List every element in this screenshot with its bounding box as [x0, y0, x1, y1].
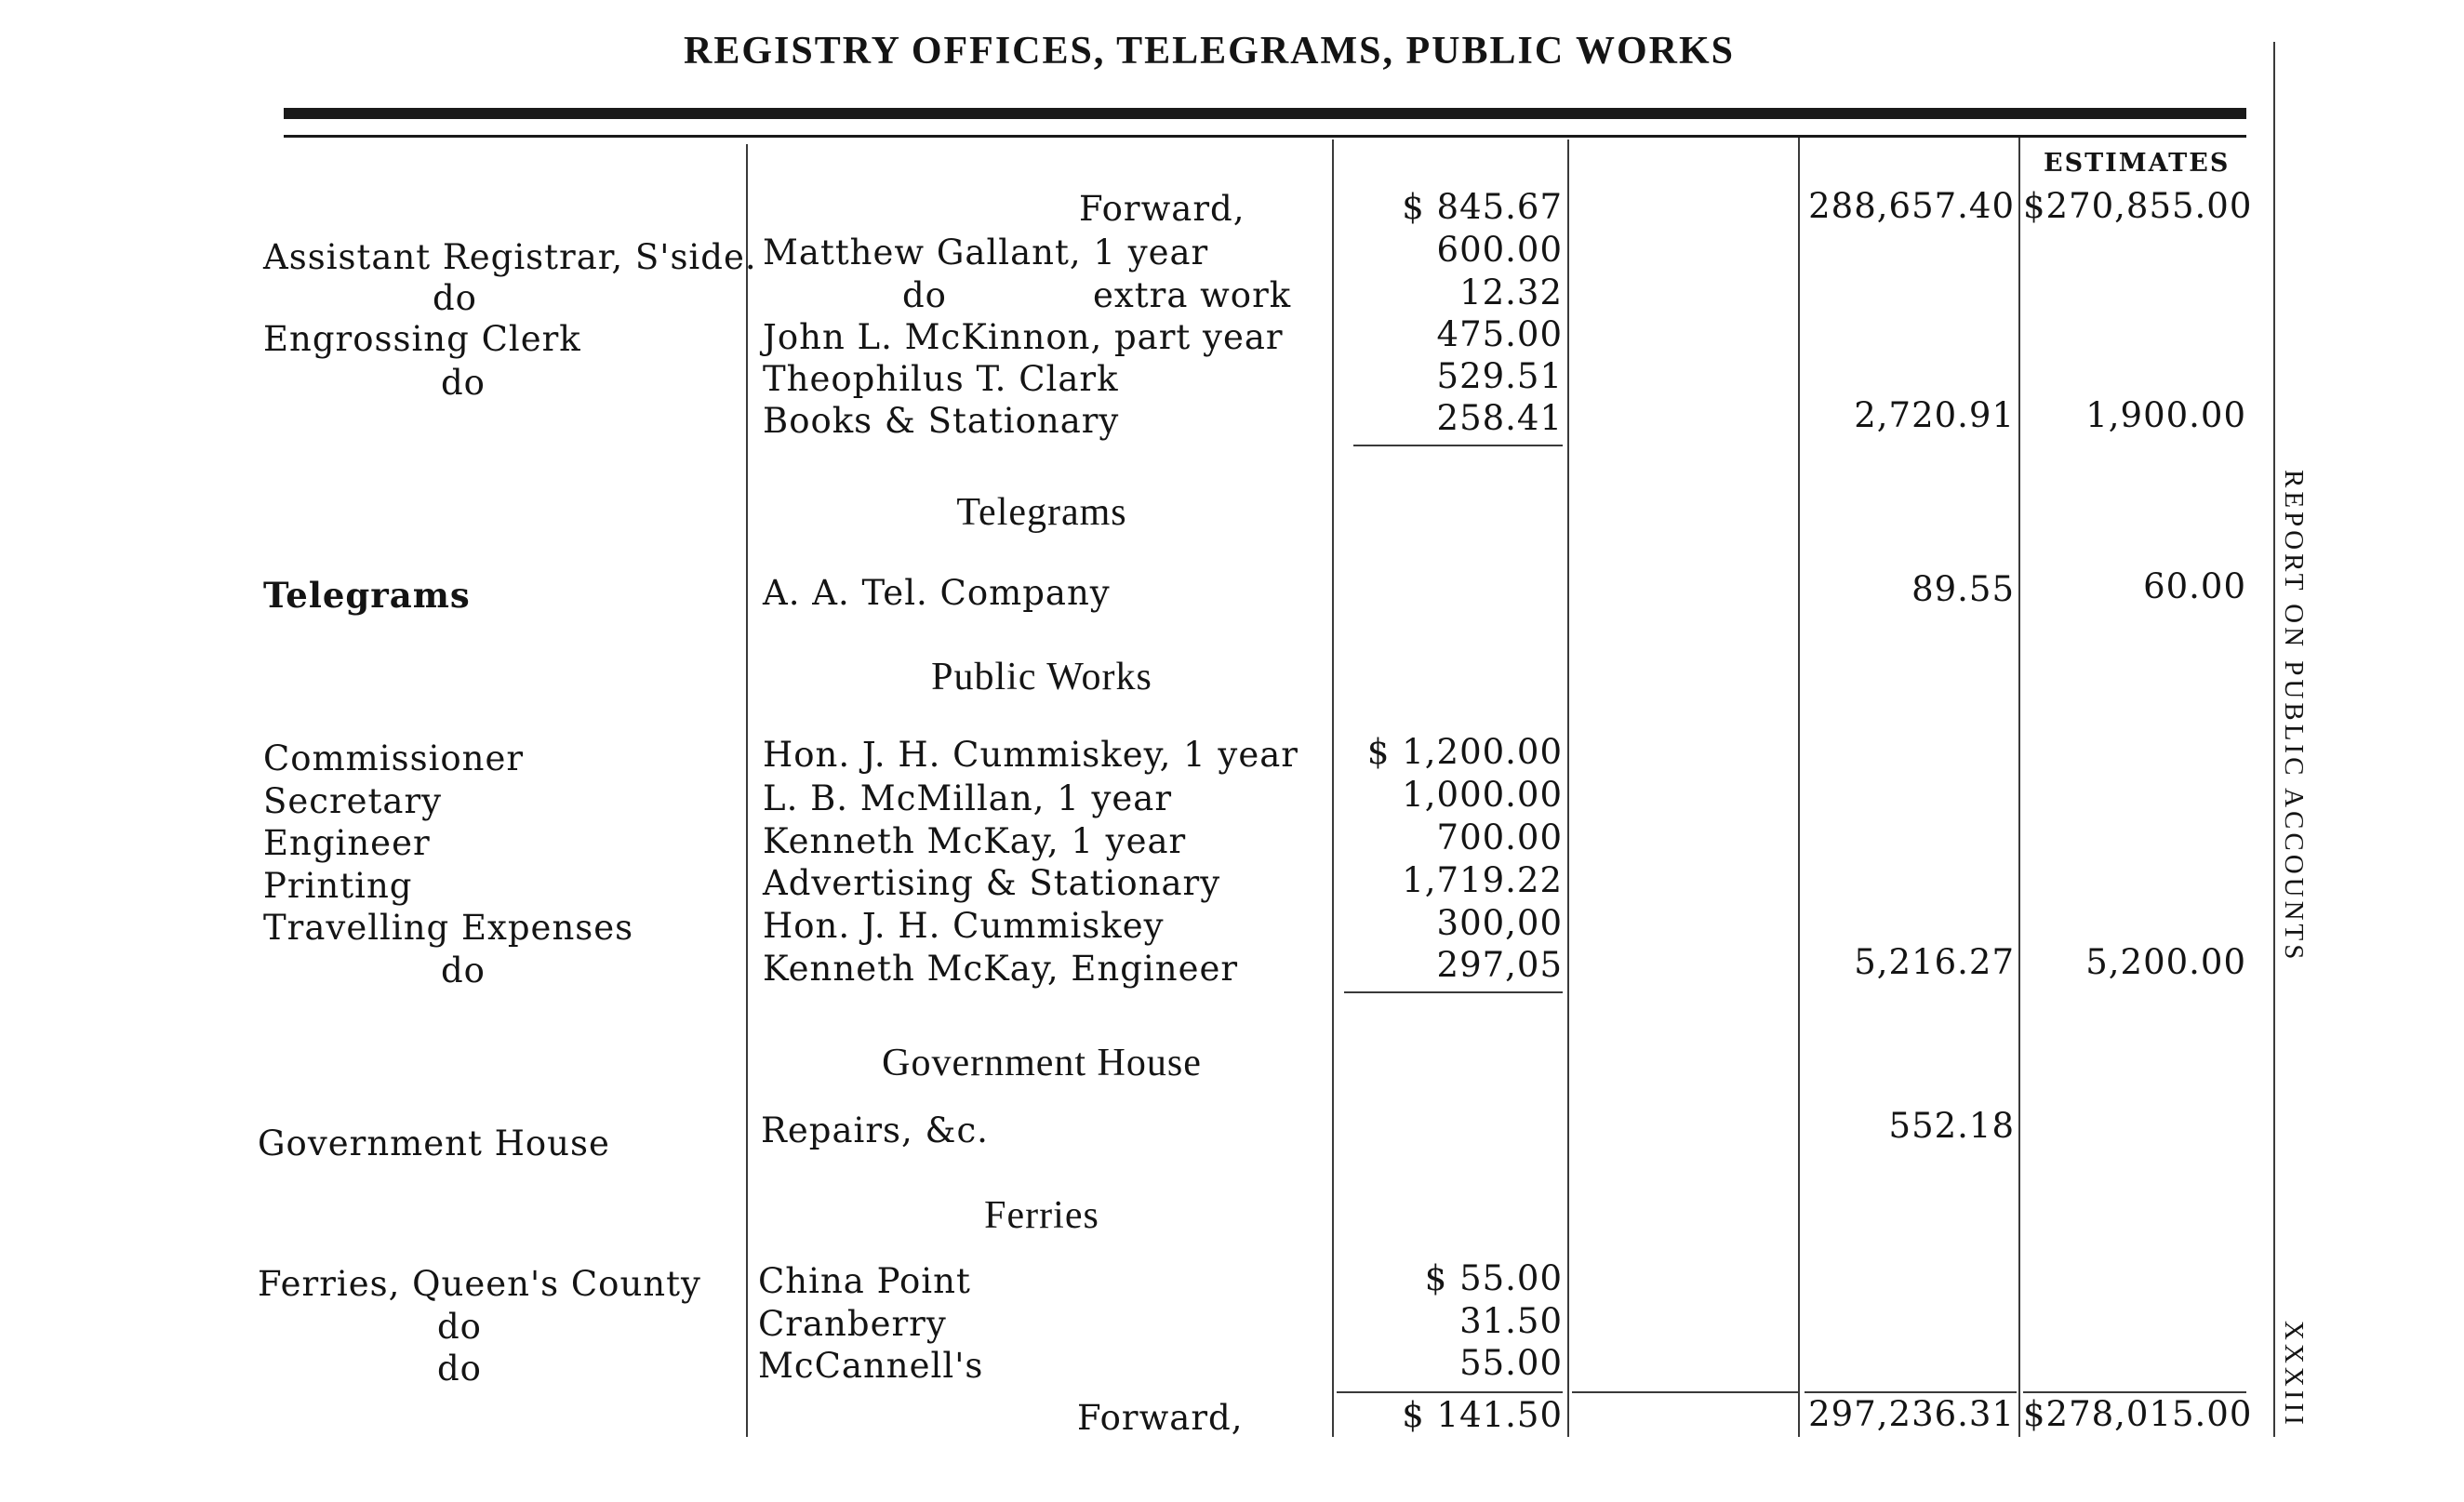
- amount-value: $ 1,200.00: [1366, 732, 1563, 772]
- amount-value: 12.32: [1459, 272, 1563, 312]
- item-label: Commissioner: [263, 738, 525, 778]
- item-label: Ferries, Queen's County: [258, 1264, 701, 1304]
- payee-label: do: [902, 275, 947, 315]
- section-estimate: 1,900.00: [2085, 395, 2246, 435]
- amount-value: 1,000.00: [1402, 775, 1563, 815]
- forward-amount: $ 845.67: [1402, 187, 1563, 227]
- item-label: do: [441, 950, 486, 990]
- item-label: Government House: [258, 1123, 610, 1163]
- amount-value: 529.51: [1436, 356, 1563, 396]
- forward-label: Forward,: [1079, 189, 1245, 229]
- amount-value: 31.50: [1459, 1301, 1563, 1341]
- item-label: Engrossing Clerk: [263, 319, 581, 359]
- forward-total: 288,657.40: [1808, 186, 2015, 226]
- section-total: 89.55: [1911, 569, 2015, 609]
- section-total: 5,216.27: [1854, 942, 2015, 982]
- column-rule-payees: [1332, 140, 1334, 1437]
- column-rule-gap: [1798, 138, 1800, 1437]
- payee-label: Theophilus T. Clark: [763, 359, 1119, 399]
- payee-label: China Point: [758, 1261, 971, 1301]
- section-total: 2,720.91: [1854, 395, 2015, 435]
- payee-label: Repairs, &c.: [761, 1110, 989, 1150]
- amount-value: 297,05: [1436, 945, 1563, 985]
- amount-value: 55.00: [1459, 1343, 1563, 1383]
- forward-rule: [2023, 1391, 2246, 1393]
- column-rule-items: [746, 144, 748, 1437]
- estimates-header: ESTIMATES: [2044, 149, 2231, 178]
- forward-rule: [1572, 1391, 1798, 1393]
- amount-value: 700.00: [1436, 817, 1563, 857]
- payee-label: A. A. Tel. Company: [763, 573, 1111, 613]
- item-label: do: [433, 278, 477, 318]
- page-number: XXXIII: [2279, 1321, 2309, 1429]
- section-heading-ferries: Ferries: [984, 1194, 1099, 1237]
- item-label: do: [437, 1307, 482, 1347]
- subtotal-rule: [1353, 445, 1563, 446]
- column-rule-totals: [2018, 138, 2020, 1437]
- amount-value: 258.41: [1436, 398, 1563, 438]
- section-estimate: 5,200.00: [2085, 942, 2246, 982]
- page-border-line: [2273, 42, 2275, 1437]
- payee-label: Kenneth McKay, 1 year: [763, 821, 1187, 861]
- section-total: 552.18: [1888, 1106, 2015, 1146]
- item-label: Printing: [263, 866, 413, 906]
- payee-label: Matthew Gallant, 1 year: [763, 233, 1209, 272]
- item-label: Assistant Registrar, S'side.: [263, 237, 757, 277]
- forward-label: Forward,: [1077, 1398, 1244, 1438]
- forward-estimate: $278,015.00: [2023, 1394, 2253, 1434]
- page-title: REGISTRY OFFICES, TELEGRAMS, PUBLIC WORKS: [684, 30, 1735, 73]
- payee-extra: extra work: [1093, 275, 1292, 315]
- payee-label: John L. McKinnon, part year: [763, 317, 1284, 357]
- side-running-title: REPORT ON PUBLIC ACCOUNTS: [2279, 470, 2309, 964]
- item-label: Engineer: [263, 823, 431, 863]
- payee-label: Hon. J. H. Cummiskey, 1 year: [763, 735, 1299, 775]
- forward-total: 297,236.31: [1808, 1394, 2015, 1434]
- item-label: do: [441, 363, 486, 403]
- payee-label: Advertising & Stationary: [763, 863, 1221, 903]
- forward-estimate: $270,855.00: [2023, 186, 2253, 226]
- forward-rule: [1805, 1391, 2017, 1393]
- forward-rule: [1337, 1391, 1563, 1393]
- amount-value: 300,00: [1436, 903, 1563, 943]
- amount-value: 475.00: [1436, 314, 1563, 354]
- subtotal-rule: [1344, 991, 1563, 993]
- forward-amount: $ 141.50: [1402, 1395, 1563, 1435]
- payee-label: L. B. McMillan, 1 year: [763, 778, 1173, 818]
- amount-value: 1,719.22: [1402, 860, 1563, 900]
- payee-label: Hon. J. H. Cummiskey: [763, 906, 1165, 946]
- column-rule-amounts: [1567, 140, 1569, 1437]
- amount-value: $ 55.00: [1424, 1258, 1563, 1298]
- section-heading-public-works: Public Works: [931, 656, 1152, 698]
- payee-label: Books & Stationary: [763, 401, 1120, 441]
- section-heading-telegrams: Telegrams: [956, 491, 1127, 534]
- payee-label: Kenneth McKay, Engineer: [763, 949, 1239, 989]
- section-heading-government-house: Government House: [882, 1042, 1202, 1084]
- item-label: do: [437, 1349, 482, 1389]
- thin-rule: [284, 135, 2246, 138]
- payee-label: Cranberry: [758, 1304, 947, 1344]
- payee-label: McCannell's: [758, 1346, 984, 1386]
- amount-value: 600.00: [1436, 230, 1563, 270]
- item-label: Secretary: [263, 781, 443, 821]
- item-label: Travelling Expenses: [263, 908, 634, 948]
- section-estimate: 60.00: [2143, 566, 2246, 606]
- item-label: Telegrams: [263, 575, 471, 616]
- heavy-rule: [284, 108, 2246, 119]
